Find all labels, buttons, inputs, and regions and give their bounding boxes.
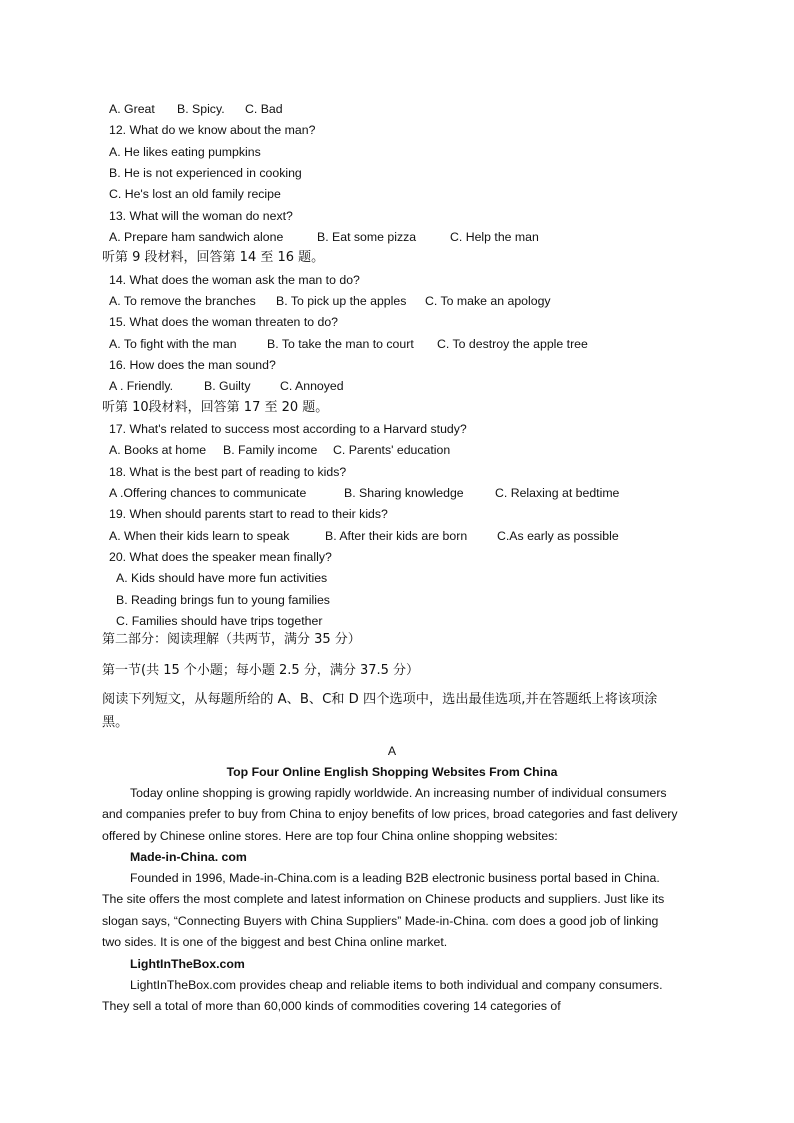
option-a: A . Friendly.	[109, 379, 174, 393]
option-c: C. Bad	[245, 102, 283, 116]
option-a: A. When their kids learn to speak	[109, 529, 290, 543]
option-a: A. To remove the branches	[109, 294, 256, 308]
option-b: B. Spicy.	[177, 102, 225, 116]
q16-options	[109, 378, 344, 394]
q11-options	[109, 101, 283, 117]
q14-question: 14. What does the woman ask the man to do?	[109, 273, 360, 287]
q12-option-b: B. He is not experienced in cooking	[109, 166, 302, 180]
q20-option-a: A. Kids should have more fun activities	[116, 571, 328, 585]
passage-intro: Today online shopping is growing rapidly worldwide. An increasing number of individual consumers and companies prefer to buy from China to enjoy benefits of low prices, broad categories and fast delivery offered by Chinese online stores. Here are top four China online shopping websites:	[102, 786, 678, 843]
q15-question: 15. What does the woman threaten to do?	[109, 315, 339, 329]
section-9-heading: 听第 9 段材料，回答第 14 至 16 题。	[102, 250, 325, 265]
option-c: C. Relaxing at bedtime	[495, 486, 620, 500]
option-b: B. Guilty	[204, 379, 251, 393]
q18-options	[109, 485, 620, 501]
option-c: C. To make an apology	[425, 294, 551, 308]
option-c: C. To destroy the apple tree	[437, 337, 588, 351]
option-b: B. Sharing knowledge	[344, 486, 464, 500]
q13-options	[109, 229, 539, 245]
site1-heading: Made-in-China. com	[130, 850, 247, 864]
q18-question: 18. What is the best part of reading to kids?	[109, 465, 347, 479]
q19-question: 19. When should parents start to read to their kids?	[109, 507, 388, 521]
q20-option-c: C. Families should have trips together	[116, 614, 323, 628]
option-b: B. After their kids are born	[325, 529, 468, 543]
q20-question: 20. What does the speaker mean finally?	[109, 550, 332, 564]
reading-instructions: 阅读下列短文，从每题所给的 A、B、C和 D 四个选项中，选出最佳选项,并在答题纸上将该项涂黑。	[102, 692, 658, 730]
passage-title: Top Four Online English Shopping Websites From China	[226, 765, 558, 779]
q12-option-c: C. He's lost an old family recipe	[109, 187, 281, 201]
option-c: C. Help the man	[450, 230, 539, 244]
option-c: C. Parents' education	[333, 443, 451, 457]
passage-letter: A	[387, 744, 397, 758]
option-a: A .Offering chances to communicate	[109, 486, 307, 500]
option-a: A. Books at home	[109, 443, 207, 457]
q17-options	[109, 442, 451, 458]
option-c: C.As early as possible	[497, 529, 619, 543]
option-a: A. To fight with the man	[109, 337, 237, 351]
section-10-heading: 听第 10段材料，回答第 17 至 20 题。	[102, 400, 329, 415]
q14-options	[109, 293, 551, 309]
q16-question: 16. How does the man sound?	[109, 358, 276, 372]
q17-question: 17. What's related to success most according to a Harvard study?	[109, 422, 467, 436]
site2-paragraph: LightInTheBox.com provides cheap and reliable items to both individual and company consumers. They sell a total of more than 60,000 kinds of commodities covering 14 categories of	[102, 978, 663, 1014]
option-a: A. Great	[109, 102, 155, 116]
q19-options	[109, 528, 619, 544]
option-b: B. To take the man to court	[267, 337, 414, 351]
q12-option-a: A. He likes eating pumpkins	[109, 145, 261, 159]
option-b: B. Family income	[223, 443, 318, 457]
option-c: C. Annoyed	[280, 379, 344, 393]
part2-section1-heading: 第一节(共 15 个小题；每小题 2.5 分，满分 37.5 分）	[102, 663, 420, 678]
option-a: A. Prepare ham sandwich alone	[109, 230, 284, 244]
q12-question: 12. What do we know about the man?	[109, 123, 316, 137]
q20-option-b: B. Reading brings fun to young families	[116, 593, 330, 607]
option-b: B. Eat some pizza	[317, 230, 417, 244]
site1-paragraph: Founded in 1996, Made-in-China.com is a leading B2B electronic business portal based in China. The site offers the most complete and latest information on Chinese products and suppliers. Just like its slogan says, “Connecting Buyers with China Suppliers” Made-in-China. com does a good job of linking two sides. It is one of the biggest and best China online market.	[102, 871, 665, 950]
q13-question: 13. What will the woman do next?	[109, 209, 293, 223]
site2-heading: LightInTheBox.com	[130, 957, 245, 971]
part2-title: 第二部分：阅读理解（共两节，满分 35 分）	[102, 632, 361, 647]
option-b: B. To pick up the apples	[276, 294, 407, 308]
q15-options	[109, 336, 588, 352]
